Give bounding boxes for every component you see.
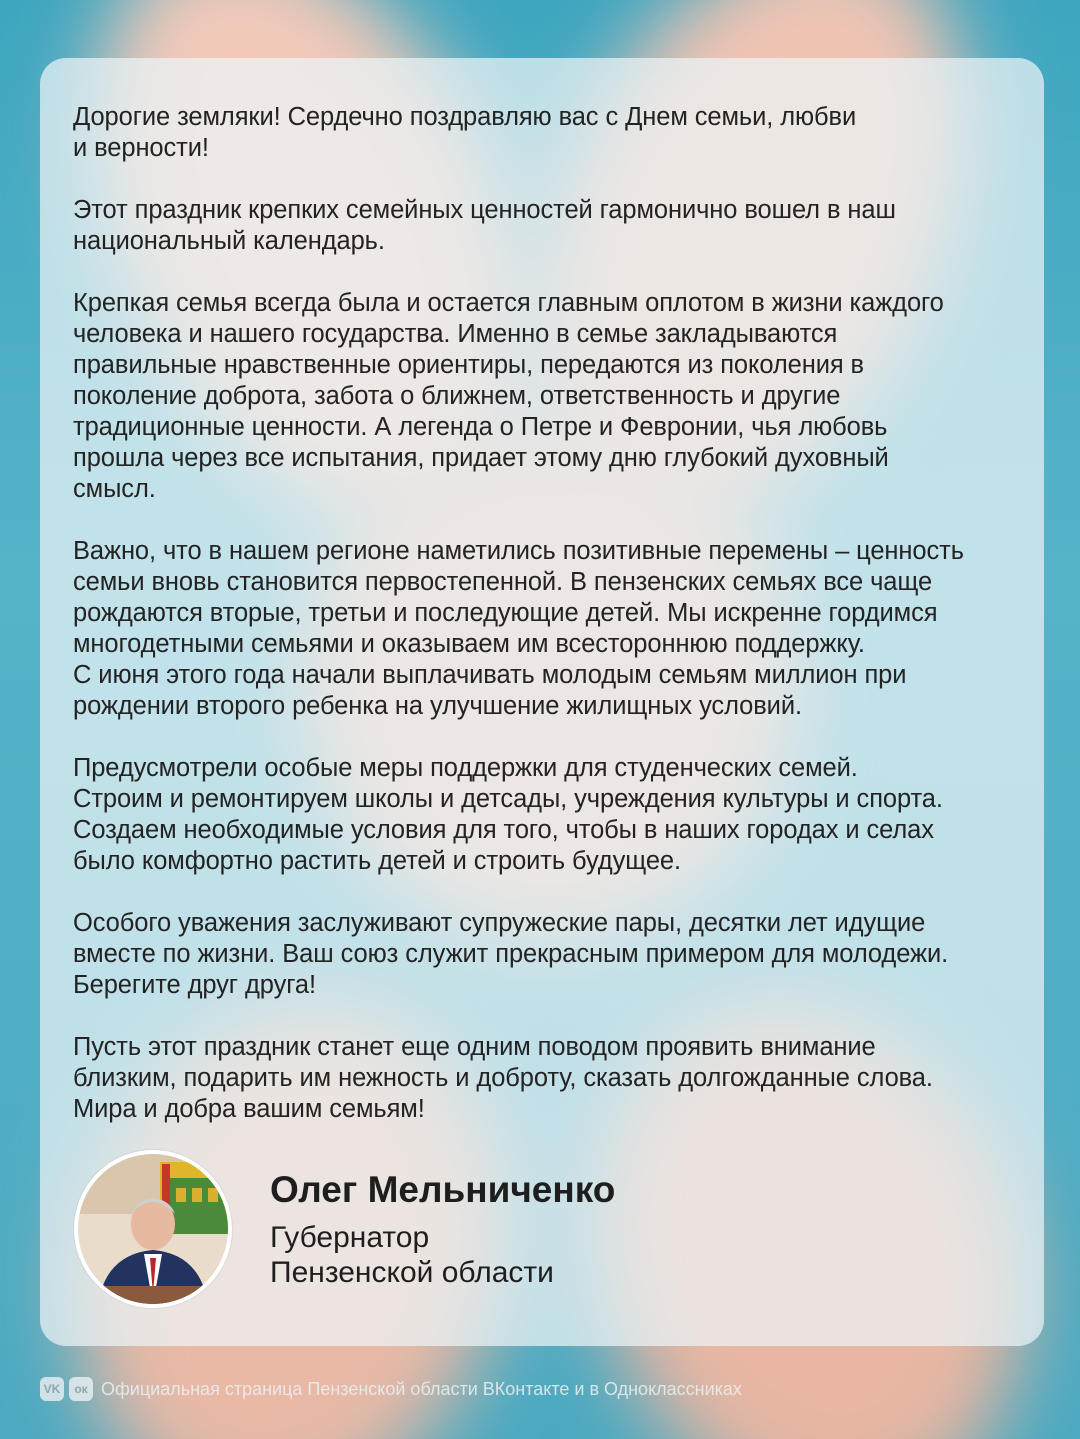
footer-caption [40,1377,742,1401]
governor-avatar [74,1150,232,1308]
signature-text [270,1168,615,1290]
letter-paragraph: Особого уважения заслуживают супружеские пары, десятки лет идущие вместе по жизни. Ваш союз служит прекрасным примером для молодежи. Берегите друг друга! [73,909,949,999]
letter-paragraph: Крепкая семья всегда была и остается главным оплотом в жизни каждого человека и нашего государства. Именно в семье закладываются правильные нравственные ориентиры, передаются из поколения в поколение доброта, забота о ближнем, ответственность и другие традиционные ценности. А легенда о Петре и Февронии, чья любовь прошла через все испытания, придает этому дню глубокий духовный смысл. [73,289,944,503]
footer-text: Официальная страница Пензенской области ВКонтакте и в Одноклассниках [101,1378,742,1399]
letter-paragraph: Этот праздник крепких семейных ценностей гармонично вошел в наш национальный календарь. [73,196,896,255]
signer-name: Олег Мельниченко [270,1169,616,1210]
letter-paragraph: Предусмотрели особые меры поддержки для студенческих семей. Строим и ремонтируем школы и детсады, учреждения культуры и спорта. Создаем необходимые условия для того, чтобы в наших городах и селах было комфортно растить детей и строить будущее. [73,754,943,875]
signer-role-line1: Губернатор [270,1221,430,1254]
letter-paragraph: Важно, что в нашем регионе наметились позитивные перемены – ценность семьи вновь становится первостепенной. В пензенских семьях все чаще рождаются вторые, третьи и последующие детей. Мы искренне гордимся многодетными семьями и оказываем им всестороннюю поддержку. С июня этого года начали выплачивать молодым семьям миллион при рождении второго ребенка на улучшение жилищных условий. [73,537,964,720]
letter-paragraph: Дорогие земляки! Сердечно поздравляю вас с Днем семьи, любви и верности! [73,103,857,162]
letter-card [40,58,1044,1346]
letter-body [73,102,1010,1125]
odnoklassniki-icon[interactable]: ок [69,1377,93,1401]
vk-icon[interactable]: VK [40,1377,64,1401]
governor-portrait-icon [78,1154,228,1304]
signer-role-line2: Пензенской области [270,1256,554,1289]
letter-paragraph: Пусть этот праздник станет еще одним поводом проявить внимание близким, подарить им нежность и доброту, сказать долгожданные слова. Мира и добра вашим семьям! [73,1033,933,1123]
signature-block [74,1150,615,1308]
